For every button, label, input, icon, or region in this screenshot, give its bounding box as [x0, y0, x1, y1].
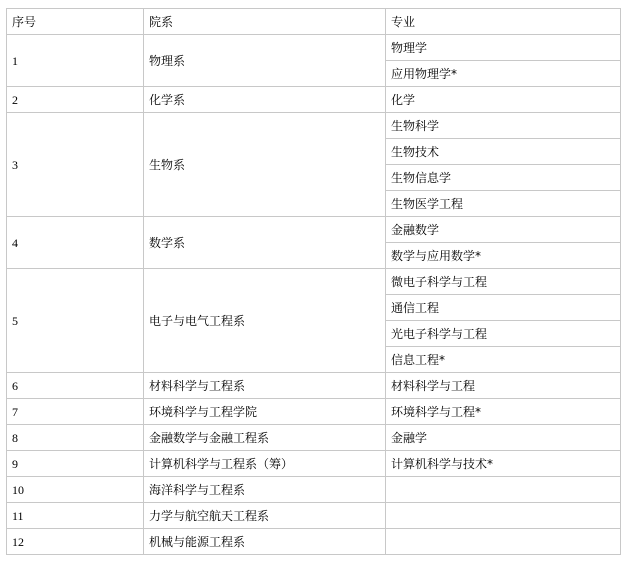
- table-row: [7, 477, 621, 503]
- department-cell: 电子与电气工程系: [144, 269, 386, 373]
- row-index-cell: 1: [7, 35, 144, 87]
- table-header-row: [7, 9, 621, 35]
- department-cell: 环境科学与工程学院: [144, 399, 386, 425]
- major-cell: [386, 503, 621, 529]
- row-index-cell: 5: [7, 269, 144, 373]
- row-index-cell: 4: [7, 217, 144, 269]
- major-cell: 计算机科学与技术*: [386, 451, 621, 477]
- table-row: [7, 399, 621, 425]
- table-row: [7, 87, 621, 113]
- table-row: [7, 269, 621, 295]
- major-cell: 材料科学与工程: [386, 373, 621, 399]
- major-cell: 环境科学与工程*: [386, 399, 621, 425]
- department-major-table: [6, 8, 621, 555]
- major-cell: 信息工程*: [386, 347, 621, 373]
- table-row: [7, 529, 621, 555]
- major-cell: 化学: [386, 87, 621, 113]
- major-cell: 数学与应用数学*: [386, 243, 621, 269]
- row-index-cell: 8: [7, 425, 144, 451]
- table-row: [7, 373, 621, 399]
- header-index: 序号: [7, 9, 144, 35]
- department-cell: 海洋科学与工程系: [144, 477, 386, 503]
- department-cell: 计算机科学与工程系（筹）: [144, 451, 386, 477]
- table-row: [7, 217, 621, 243]
- row-index-cell: 6: [7, 373, 144, 399]
- major-cell: 应用物理学*: [386, 61, 621, 87]
- major-cell: 通信工程: [386, 295, 621, 321]
- table-row: [7, 451, 621, 477]
- table-row: [7, 425, 621, 451]
- table-row: [7, 503, 621, 529]
- department-cell: 力学与航空航天工程系: [144, 503, 386, 529]
- table-row: [7, 35, 621, 61]
- major-cell: 光电子科学与工程: [386, 321, 621, 347]
- header-department: 院系: [144, 9, 386, 35]
- major-cell: 生物信息学: [386, 165, 621, 191]
- major-cell: [386, 529, 621, 555]
- major-cell: 生物技术: [386, 139, 621, 165]
- major-cell: 微电子科学与工程: [386, 269, 621, 295]
- row-index-cell: 11: [7, 503, 144, 529]
- row-index-cell: 3: [7, 113, 144, 217]
- department-cell: 金融数学与金融工程系: [144, 425, 386, 451]
- major-cell: 金融数学: [386, 217, 621, 243]
- major-cell: 物理学: [386, 35, 621, 61]
- department-cell: 生物系: [144, 113, 386, 217]
- row-index-cell: 7: [7, 399, 144, 425]
- row-index-cell: 2: [7, 87, 144, 113]
- row-index-cell: 10: [7, 477, 144, 503]
- row-index-cell: 12: [7, 529, 144, 555]
- header-major: 专业: [386, 9, 621, 35]
- department-cell: 物理系: [144, 35, 386, 87]
- major-cell: 金融学: [386, 425, 621, 451]
- row-index-cell: 9: [7, 451, 144, 477]
- major-cell: 生物医学工程: [386, 191, 621, 217]
- department-cell: 化学系: [144, 87, 386, 113]
- table-row: [7, 113, 621, 139]
- department-cell: 机械与能源工程系: [144, 529, 386, 555]
- department-cell: 材料科学与工程系: [144, 373, 386, 399]
- major-cell: [386, 477, 621, 503]
- major-cell: 生物科学: [386, 113, 621, 139]
- department-cell: 数学系: [144, 217, 386, 269]
